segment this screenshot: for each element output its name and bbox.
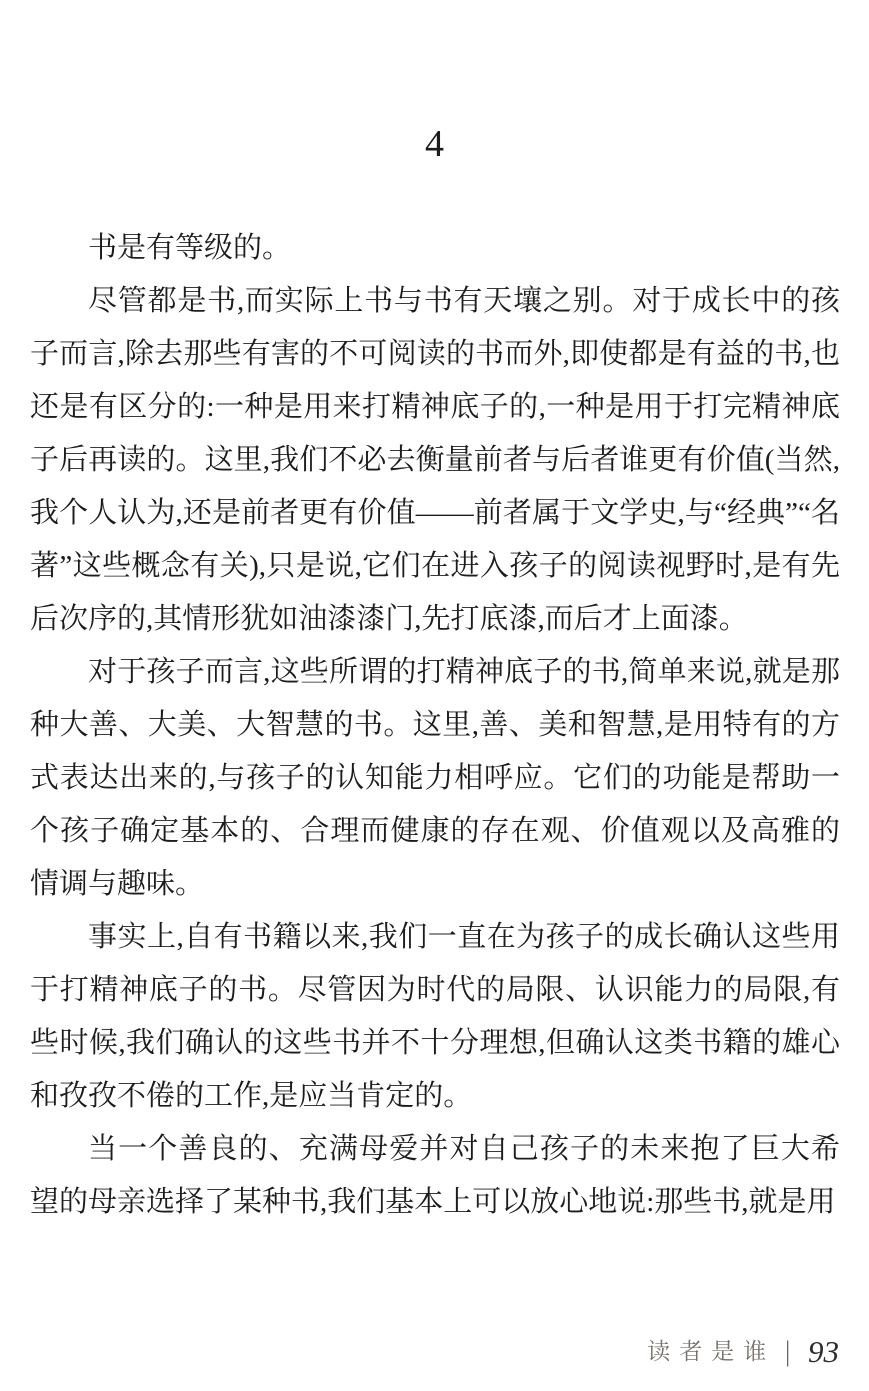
footer-separator: | (785, 1335, 790, 1368)
body-paragraph: 对于孩子而言,这些所谓的打精神底子的书,简单来说,就是那种大善、大美、大智慧的书。这里,善、美和智慧,是用特有的方式表达出来的,与孩子的认知能力相呼应。它们的功能是帮助一个孩子确定基本的、合理而健康的存在观、价值观以及高雅的情调与趣味。 (30, 656, 840, 900)
body-paragraph: 事实上,自有书籍以来,我们一直在为孩子的成长确认这些用于打精神底子的书。尽管因为时代的局限、认识能力的局限,有些时候,我们确认的这些书并不十分理想,但确认这类书籍的雄心和孜孜不倦的工作,是应当肯定的。 (30, 921, 840, 1112)
body-paragraph: 当一个善良的、充满母爱并对自己孩子的未来抱了巨大希望的母亲选择了某种书,我们基本上可以放心地说:那些书,就是用 (30, 1133, 840, 1218)
page-footer (647, 1336, 839, 1367)
body-paragraph: 书是有等级的。 (88, 232, 292, 264)
body-text (30, 222, 840, 1229)
running-title: 读者是谁 (647, 1339, 776, 1364)
body-paragraph: 尽管都是书,而实际上书与书有天壤之别。对于成长中的孩子而言,除去那些有害的不可阅读的书而外,即使都是有益的书,也还是有区分的:一种是用来打精神底子的,一种是用于打完精神底子后再读的。这里,我们不必去衡量前者与后者谁更有价值(当然,我个人认为,还是前者更有价值——前者属于文学史,与“经典”“名著”这些概念有关),只是说,它们在进入孩子的阅读视野时,是有先后次序的,其情形犹如油漆漆门,先打底漆,而后才上面漆。 (30, 285, 840, 635)
chapter-number: 4 (425, 123, 444, 165)
page-number: 93 (808, 1334, 839, 1369)
